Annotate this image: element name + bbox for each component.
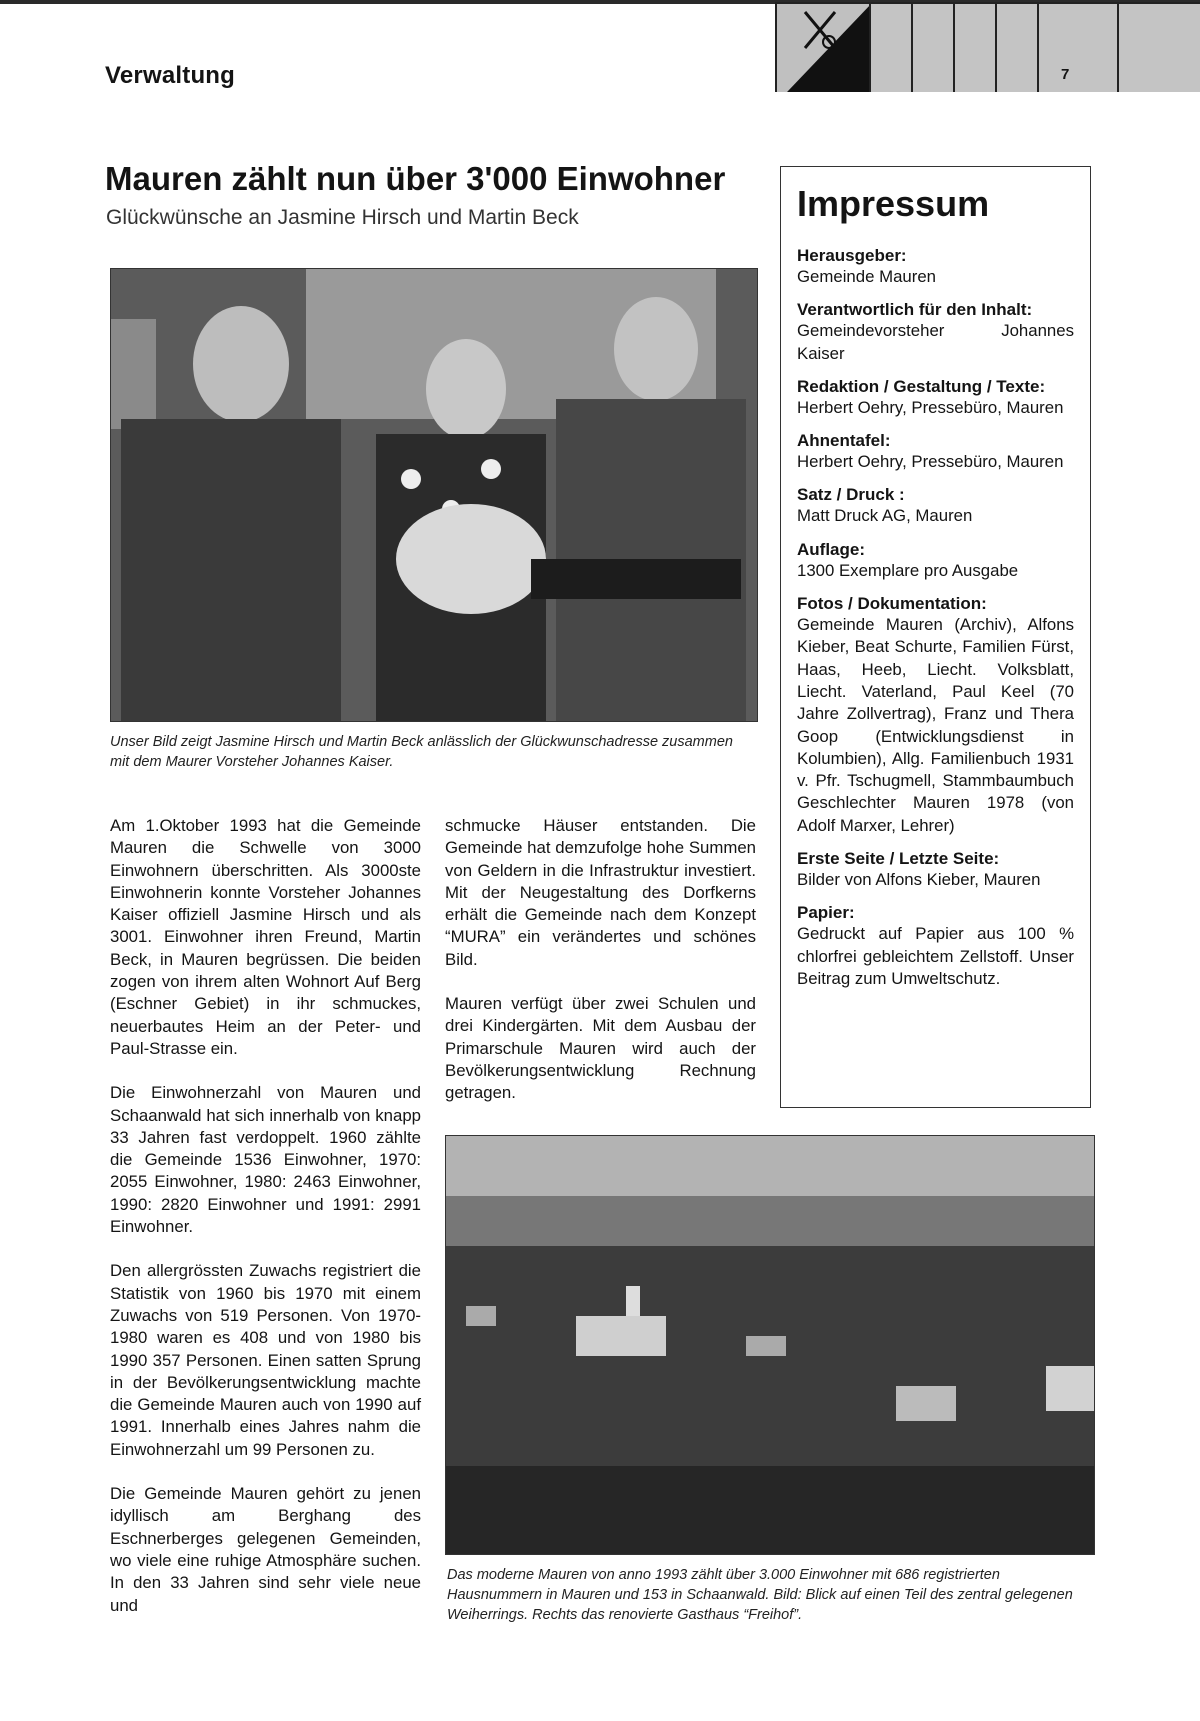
page-number: 7 xyxy=(1061,66,1070,83)
section-label: Verwaltung xyxy=(105,62,236,89)
group-photo-image xyxy=(111,269,757,721)
impressum-label: Herausgeber: xyxy=(797,246,907,265)
impressum-label: Fotos / Dokumentation: xyxy=(797,594,987,614)
impressum-value: Gedruckt auf Papier aus 100 % chlorfrei gebleichtem Zellstoff. Unser Beitrag zum Umweltschutz. xyxy=(797,924,1074,988)
photo1-caption: Unser Bild zeigt Jasmine Hirsch und Martin Beck anlässlich der Glückwunschadresse zusammen mit dem Maurer Vorsteher Johannes Kaiser. xyxy=(110,734,733,770)
impressum-value: Bilder von Alfons Kieber, Mauren xyxy=(797,870,1041,890)
village-photo xyxy=(445,1135,1095,1555)
impressum-value: Gemeinde Mauren xyxy=(797,267,936,286)
header-tab xyxy=(995,4,1039,92)
paragraph: Mauren verfügt über zwei Schulen und drei Kindergärten. Mit dem Ausbau der Primarschule Mauren wird auch der Bevölkerungsentwicklung Rechnung getragen. xyxy=(445,994,756,1103)
article-column-1 xyxy=(110,815,421,1639)
impressum-label: Erste Seite / Letzte Seite: xyxy=(797,849,1000,869)
municipal-logo-icon xyxy=(777,4,871,92)
header-tab-strip xyxy=(775,2,1200,92)
impressum-title: Impressum xyxy=(797,183,990,224)
impressum-box xyxy=(780,166,1091,1108)
paragraph: schmucke Häuser entstanden. Die Gemeinde hat demzufolge hohe Summen von Geldern in die Infrastruktur investiert. Mit der Neugestaltung des Dorfkerns erhält die Gemeinde nach dem Konzept “MURA” ein verändertes und schönes Bild. xyxy=(445,816,756,969)
impressum-label: Verantwortlich für den Inhalt: xyxy=(797,300,1033,320)
impressum-value: Matt Druck AG, Mauren xyxy=(797,506,973,526)
impressum-label: Satz / Druck : xyxy=(797,485,905,505)
impressum-label: Ahnentafel: xyxy=(797,431,891,451)
page-number-tab xyxy=(1037,4,1119,92)
impressum-value: Herbert Oehry, Pressebüro, Mauren xyxy=(797,397,1064,417)
portrait-photo xyxy=(110,268,758,722)
impressum-value: Gemeinde Mauren (Archiv), Alfons Kieber, Beat Schurte, Familien Fürst, Haas, Heeb, Liecht. Volksblatt, Liecht. Vaterland, Paul Keel (70 Jahre Zollvertrag), Franz und Thera Goop (Entwicklungsdienst in Kolumbien), Allg. Familienbuch 1931 v. Pfr. Tschugmell, Stammbaumbuch Geschlechter Mauren 1978 (von Adolf Marxer, Lehrer) xyxy=(797,615,1074,835)
logo-cell xyxy=(775,4,871,92)
impressum-label: Redaktion / Gestaltung / Texte: xyxy=(797,376,1046,396)
article-subtitle: Glückwünsche an Jasmine Hirsch und Martin Beck xyxy=(106,206,579,229)
header-tab xyxy=(869,4,913,92)
impressum-value: 1300 Exemplare pro Ausgabe xyxy=(797,560,1019,580)
impressum-label: Papier: xyxy=(797,903,855,923)
paragraph: Die Gemeinde Mauren gehört zu jenen idyllisch am Berghang des Eschnerberges gelegenen Gemeinden, wo viele eine ruhige Atmosphäre suchen. In den 33 Jahren sind sehr viele neue und xyxy=(110,1484,421,1615)
article-title: Mauren zählt nun über 3'000 Einwohner xyxy=(105,160,726,197)
impressum-entries xyxy=(797,245,1074,990)
article-column-2 xyxy=(445,815,756,1127)
header-tab xyxy=(953,4,997,92)
paragraph: Am 1.Oktober 1993 hat die Gemeinde Mauren die Schwelle von 3000 Einwohnern überschritten. Als 3000ste Einwohnerin konnte Vorsteher Johannes Kaiser offiziell Jasmine Hirsch und als 3001. Einwohner ihren Freund, Martin Beck, in Mauren begrüssen. Die beiden zogen von ihrem alten Wohnort Auf Berg (Eschner Gebiet) in ihr schmuckes, neuerbautes Heim an der Peter- und Paul-Strasse ein. xyxy=(110,816,421,1058)
header-tab xyxy=(911,4,955,92)
impressum-value: Herbert Oehry, Pressebüro, Mauren xyxy=(797,452,1064,472)
paragraph: Die Einwohnerzahl von Mauren und Schaanwald hat sich innerhalb von knapp 33 Jahren fast verdoppelt. 1960 zählte die Gemeinde 1536 Einwohner, 1970: 2055 Einwohner, 1980: 2463 Einwohner, 1990: 2820 Einwohner und 1991: 2991 Einwohner. xyxy=(110,1083,421,1237)
header-tab xyxy=(1117,4,1200,92)
paragraph: Den allergrössten Zuwachs registriert die Statistik von 1960 bis 1970 mit einem Zuwachs von 519 Personen. Von 1970-1980 waren es 408 und von 1980 bis 1990 357 Personen. Einen satten Sprung in der Bevölkerungsentwicklung machte die Gemeinde Mauren auch von 1990 auf 1991. Innerhalb eines Jahres nahm die Einwohnerzahl um 99 Personen zu. xyxy=(110,1261,421,1459)
impressum-label: Auflage: xyxy=(797,539,865,559)
village-landscape-image xyxy=(446,1136,1094,1554)
impressum-value: Gemeindevorsteher Johannes Kaiser xyxy=(797,321,1074,363)
photo2-caption: Das moderne Mauren von anno 1993 zählt über 3.000 Einwohner mit 686 registrierten Hausnummern in Mauren und 153 in Schaanwald. Bild: Blick auf einen Teil des zentral gelegenen Weiherrings. Rechts das renovierte Gasthaus “Freihof”. xyxy=(447,1567,1073,1623)
